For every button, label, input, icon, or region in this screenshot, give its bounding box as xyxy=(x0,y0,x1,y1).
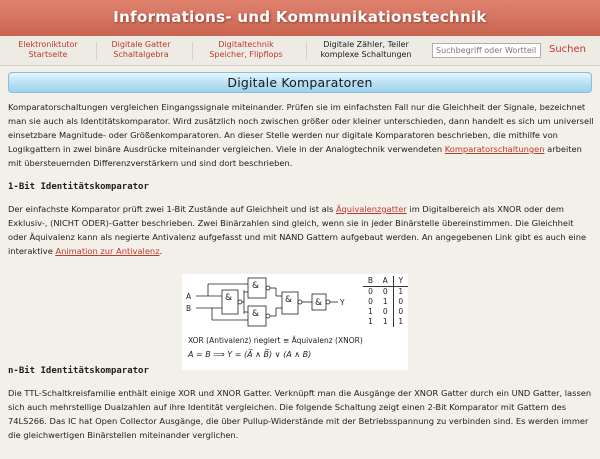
nav-item-line2: komplexe Schaltungen xyxy=(320,50,412,59)
nav-divider xyxy=(192,42,193,60)
nav-item-line2: Schaltalgebra xyxy=(113,50,169,59)
search-button[interactable]: Suchen xyxy=(549,44,587,55)
p1-text-c: . xyxy=(159,246,163,256)
page-title-bar xyxy=(8,72,592,93)
nav-item-line2: Speicher, Flipflops xyxy=(209,50,283,59)
nav-item-line1: Digitale Zähler, Teiler xyxy=(323,40,409,49)
site-header xyxy=(0,0,600,36)
input-a-label: A xyxy=(186,292,192,301)
intro-text-end: arbeiten mit übersteuernden Differenzverstärkern und sind dort beschrieben. xyxy=(8,144,582,168)
paragraph-1bit xyxy=(8,202,594,258)
page-title: Digitale Komparatoren xyxy=(227,75,373,90)
input-b-label: B xyxy=(186,304,192,313)
truth-header-b: B xyxy=(363,276,378,287)
truth-table-header xyxy=(363,276,408,287)
truth-cell: 0 xyxy=(368,287,373,296)
figure-formula: A = B ⟹ Y = (A̅ ∧ B̅) ∨ (A ∧ B) xyxy=(188,350,312,359)
truth-cell: 0 xyxy=(378,287,393,298)
gate-symbol: & xyxy=(225,293,233,303)
truth-table xyxy=(363,276,408,327)
table-row xyxy=(363,307,408,317)
truth-cell: 1 xyxy=(398,317,404,326)
intro-text: Komparatorschaltungen vergleichen Eingangssignale miteinander. Prüfen sie im einfachsten Fall nur die Gleichheit der Signale, bezeichnet man sie auch als Identitätskomparator. Wird zusätzlich noch zwischen größer oder kleiner unterschieden, dann handelt es sich um universell einsetzbare Magnitude- oder Größenkomparatoren. An dieser Stelle werden nur digitale Komparatoren beschrieben, die mithilfe von Logikgattern in zwei binäre Ausdrücke miteinander vergleichen. Viele in der Analogtechnik verwendeten xyxy=(8,102,594,154)
section-heading-nbit: n-Bit Identitätskomparator xyxy=(8,366,149,376)
p1-text-a: Der einfachste Komparator prüft zwei 1-Bit Zustände auf Gleichheit und ist als xyxy=(8,204,336,214)
nav-item-line2: Startseite xyxy=(28,50,68,59)
nav-item-digitaltechnik[interactable] xyxy=(196,40,296,60)
truth-cell: 1 xyxy=(398,287,404,296)
p1-text-b: im Digitalbereich als XNOR oder dem Exklusiv-, (NICHT ODER)-Gatter beschrieben. Zwei Binärzahlen sind gleich, wenn sie in jeder Binärstelle übereinstimmen. Die Gleichheit oder Äquivalenz kann als negierte Antivalenz aufgefasst und mit NAND Gattern aufgebaut werden. An angegebenen Link gibt es auch eine interaktive xyxy=(8,204,587,256)
gate-symbol: & xyxy=(285,295,293,305)
figure-caption: XOR (Antivalenz) negiert ≡ Äquivalenz (XNOR) xyxy=(188,336,363,345)
nav-item-line1: Digitale Gatter xyxy=(111,40,171,49)
site-title: Informations- und Kommunikationstechnik xyxy=(113,8,487,26)
intro-paragraph xyxy=(8,100,594,170)
section-heading-1bit: 1-Bit Identitätskomparator xyxy=(8,182,149,192)
truth-cell: 0 xyxy=(398,297,404,306)
paragraph-nbit: Die TTL-Schaltkreisfamilie enthält einige XOR und XNOR Gatter. Verknüpft man die Ausgänge der XNOR Gatter durch ein UND Gatter, lassen sich auch mehrstellige Dualzahlen auf ihre Identität vergleichen. Die folgende Schaltung zeigt einen 2-Bit Komparator mit Gattern des 74LS266. Das IC hat Open Collector Ausgänge, die über Pullup-Widerstände mit der Betriebsspannung zu verbinden sind. Es werden immer die gleichwertigen Binärstellen miteinander verglichen. xyxy=(8,388,592,440)
output-y-label: Y xyxy=(340,298,345,307)
nav-item-digitale-zaehler[interactable] xyxy=(310,40,422,60)
nav-item-line1: Digitaltechnik xyxy=(218,40,274,49)
link-komparatorschaltungen[interactable]: Komparatorschaltungen xyxy=(444,144,545,154)
nav-divider xyxy=(96,42,97,60)
gate-symbol: & xyxy=(252,281,260,291)
nav-item-line1: Elektroniktutor xyxy=(18,40,78,49)
gate-symbol: & xyxy=(252,309,260,319)
table-row xyxy=(363,317,408,327)
truth-cell: 0 xyxy=(378,307,393,317)
truth-cell: 1 xyxy=(368,307,373,316)
link-animation-antivalenz[interactable]: Animation zur Antivalenz xyxy=(55,246,160,256)
truth-cell: 0 xyxy=(368,297,373,306)
truth-header-y: Y xyxy=(393,276,408,287)
truth-cell: 0 xyxy=(398,307,404,316)
link-aequivalenzgatter[interactable]: Äquivalenzgatter xyxy=(336,204,407,214)
search-input[interactable] xyxy=(432,43,541,58)
truth-cell: 1 xyxy=(378,297,393,307)
article-content xyxy=(8,100,594,442)
truth-cell: 1 xyxy=(378,317,393,327)
nav-divider xyxy=(306,42,307,60)
truth-header-a: A xyxy=(378,276,393,287)
table-row xyxy=(363,287,408,298)
truth-cell: 1 xyxy=(368,317,373,326)
gate-symbol: & xyxy=(315,298,323,308)
nav-item-startseite[interactable] xyxy=(8,40,88,60)
nav-item-digitale-gatter[interactable] xyxy=(100,40,182,60)
table-row xyxy=(363,297,408,307)
